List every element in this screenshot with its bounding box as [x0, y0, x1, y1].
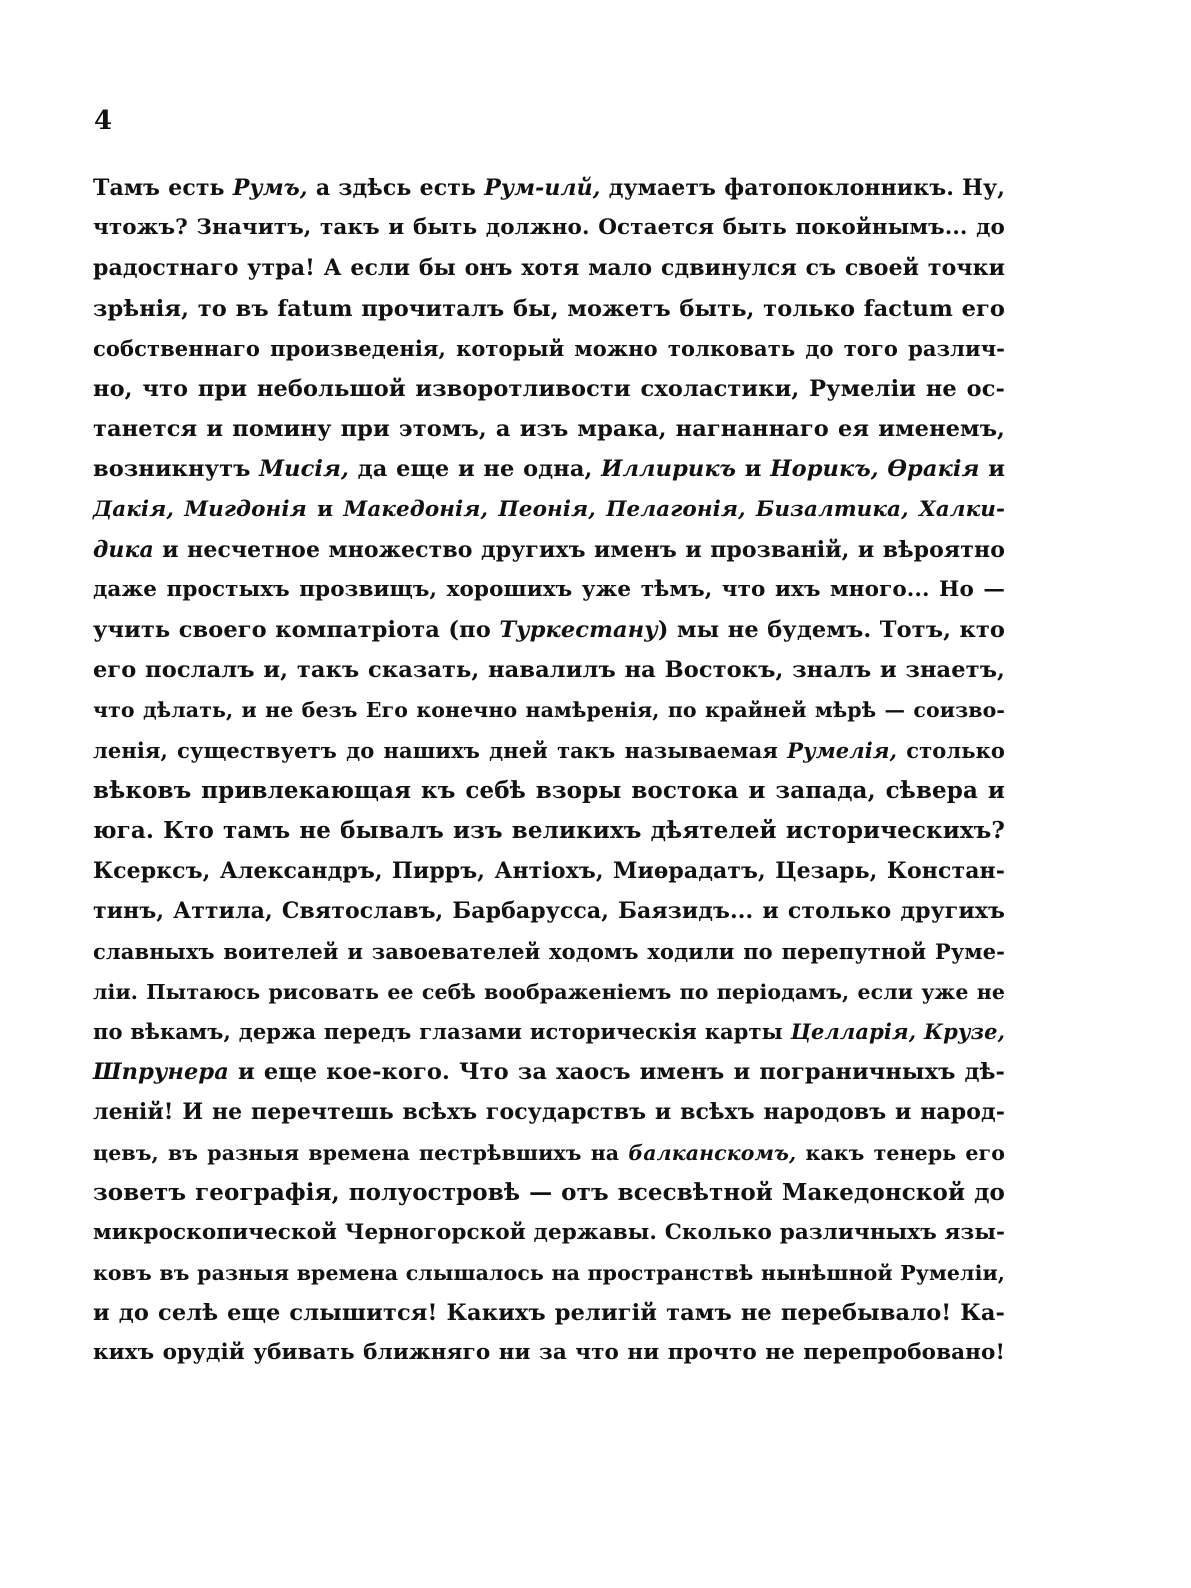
text-line: радостнаго утра! А если бы онъ хотя мало сдвинулся съ своей точки — [93, 255, 1005, 282]
italic-term: Дакія, Мигдонія — [93, 496, 307, 522]
italic-term: Шпрунера — [93, 1059, 229, 1086]
text-line: учить своего компатріота (по Туркестану) мы не будемъ. Тотъ, кто — [93, 617, 1005, 644]
text-line: Ксерксъ, Александръ, Пирръ, Антіохъ, Миѳрадатъ, Цезарь, Констан- — [93, 858, 1005, 885]
text-line: вѣковъ привлекающая къ себѣ взоры востока и запада, сѣвера и — [93, 776, 1005, 804]
text-line: но, что при небольшой изворотливости схоластики, Румеліи не ос- — [93, 375, 1005, 402]
text-line: тинъ, Аттила, Святославъ, Барбаруссa, Баязидъ... и столько другихъ — [93, 898, 1005, 925]
text-line: славныхъ воителей и завоевателей ходомъ ходили по перепутной Руме- — [93, 938, 1005, 964]
text-line: по вѣкамъ, держа передъ глазами историческія карты Целларія, Крузе, — [93, 1018, 1006, 1044]
italic-term: Румъ, — [232, 175, 308, 201]
text-line: цевъ, въ разныя времена пестрѣвшихъ на балканскомъ, какъ тенерь его — [93, 1140, 1005, 1165]
italic-term: Рум-илй, — [484, 175, 601, 201]
italic-term: Туркестану — [499, 617, 658, 644]
text-line: и до селѣ еще слышится! Какихъ религій тамъ не перебывало! Ка- — [93, 1300, 1005, 1327]
text-line: ковъ въ разныя времена слышалось на пространствѣ нынѣшной Румеліи, — [93, 1261, 1005, 1286]
text-line: чтожъ? Значитъ, такъ и быть должно. Остается быть покойнымъ... до — [93, 215, 1005, 241]
text-line: собственнаго произведенія, который можно толковать до того различ- — [93, 335, 1005, 361]
text-line: его послалъ и, такъ сказать, навалилъ на Востокъ, зналъ и знаетъ, — [93, 657, 1005, 684]
text-line: что дѣлать, и не безъ Его конечно намѣренія, по крайней мѣрѣ — соизво- — [93, 698, 1005, 723]
text-line: Тамъ есть Румъ, а здѣсь есть Рум-илй, думаетъ фатопоклонникъ. Ну, — [93, 175, 1005, 201]
italic-term: Мисія, — [259, 456, 349, 483]
italic-term: Иллирикъ — [601, 456, 737, 483]
italic-term: Норикъ, Ѳракія — [770, 456, 980, 483]
text-line: микроскопической Черногорской державы. Сколько различныхъ язы- — [93, 1219, 1005, 1245]
text-line: зрѣнія, то въ fatum прочиталъ бы, можетъ быть, только factum его — [93, 295, 1005, 322]
italic-term: Целларія, Крузе, — [790, 1018, 1006, 1044]
italic-term: Македонія, Пеонія, Пелагонія, Бизалтика, Халки- — [343, 496, 1006, 522]
text-line: юга. Кто тамъ не бывалъ изъ великихъ дѣятелей историческихъ? — [93, 817, 1005, 844]
italic-term: балканскомъ, — [628, 1140, 797, 1165]
text-line: дика и несчетное множество другихъ именъ и прозваній, и вѣроятно — [93, 536, 1005, 563]
text-line: кихъ орудій убивать ближняго ни за что ни прочто не перепробовано! — [93, 1340, 1005, 1366]
body-text — [93, 168, 1005, 1374]
text-line: танется и помину при этомъ, а изъ мрака, нагнаннаго ея именемъ, — [93, 416, 1005, 443]
text-line: Дакія, Мигдонія и Македонія, Пеонія, Пелагонія, Бизалтика, Халки- — [93, 496, 1006, 522]
text-line: даже простыхъ прозвищъ, хорошихъ уже тѣмъ, что ихъ много... Но — — [93, 576, 1005, 602]
text-line: леній! И не перечтешь всѣхъ государствъ и всѣхъ народовъ и народ- — [93, 1099, 1005, 1126]
text-line: возникнутъ Мисія, да еще и не одна, Иллирикъ и Норикъ, Ѳракія и — [93, 456, 1005, 483]
italic-term: Румелія, — [787, 737, 898, 763]
text-line: ліи. Пытаюсь рисовать ее себѣ воображеніемъ по періодамъ, если уже не — [93, 979, 1005, 1004]
italic-term: дика — [93, 536, 154, 563]
text-line: зоветъ географія, полуостровѣ — отъ всесвѣтной Македонской до — [93, 1178, 1005, 1206]
text-line: Шпрунера и еще кое-кого. Что за хаосъ именъ и пограничныхъ дѣ- — [93, 1059, 1005, 1086]
page-number: 4 — [94, 106, 113, 136]
text-line: ленія, существуетъ до нашихъ дней такъ называемая Румелія, столько — [93, 737, 1005, 763]
